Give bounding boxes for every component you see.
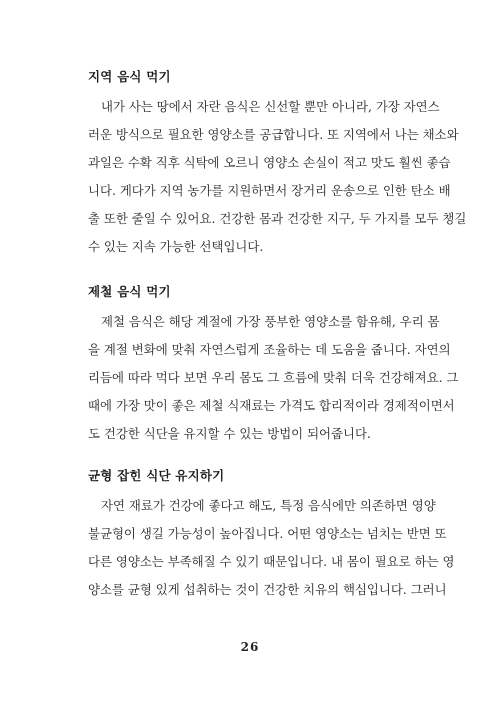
paragraph-line: 러운 방식으로 필요한 영양소를 공급합니다. 또 지역에서 나는 채소와 bbox=[88, 127, 459, 142]
paragraph-line: 양소를 균형 있게 섭취하는 것이 건강한 치유의 핵심입니다. 그러니 bbox=[88, 582, 447, 597]
paragraph-line: 과일은 수확 직후 식탁에 오르니 영양소 손실이 적고 맛도 훨씬 좋습 bbox=[88, 155, 451, 170]
section-heading: 지역 음식 먹기 bbox=[88, 69, 171, 84]
paragraph-line: 니다. 게다가 지역 농가를 지원하면서 장거리 운송으로 인한 탄소 배 bbox=[88, 183, 451, 198]
section-heading: 제철 음식 먹기 bbox=[88, 284, 171, 299]
paragraph-line: 리듬에 따라 먹다 보면 우리 몸도 그 흐름에 맞춰 더욱 건강해져요. 그 bbox=[88, 370, 459, 385]
paragraph-line: 때에 가장 맛이 좋은 제철 식재료는 가격도 합리적이라 경제적이면서 bbox=[88, 398, 455, 413]
paragraph-line: 출 또한 줄일 수 있어요. 건강한 몸과 건강한 지구, 두 가지를 모두 챙길 bbox=[88, 211, 467, 226]
section-balanced-diet bbox=[88, 466, 455, 604]
paragraph-line: 불균형이 생길 가능성이 높아집니다. 어떤 영양소는 넘치는 반면 또 bbox=[88, 526, 447, 541]
paragraph-line: 을 계절 변화에 맞춰 자연스럽게 조율하는 데 도움을 줍니다. 자연의 bbox=[88, 342, 451, 357]
paragraph-line: 자연 재료가 건강에 좋다고 해도, 특정 음식에만 의존하면 영양 bbox=[101, 498, 436, 513]
paragraph-line: 수 있는 지속 가능한 선택입니다. bbox=[88, 239, 264, 254]
paragraph-line: 도 건강한 식단을 유지할 수 있는 방법이 되어줍니다. bbox=[88, 426, 371, 441]
section-seasonal-food bbox=[88, 282, 459, 448]
page-number: 26 bbox=[240, 640, 260, 654]
section-heading: 균형 잡힌 식단 유지하기 bbox=[88, 468, 225, 483]
section-local-food bbox=[88, 67, 467, 261]
paragraph-line: 다른 영양소는 부족해질 수 있기 때문입니다. 내 몸이 필요로 하는 영 bbox=[88, 554, 455, 569]
paragraph-line: 제철 음식은 해당 계절에 가장 풍부한 영양소를 함유해, 우리 몸 bbox=[101, 314, 440, 329]
paragraph-line: 내가 사는 땅에서 자란 음식은 신선할 뿐만 아니라, 가장 자연스 bbox=[101, 99, 440, 114]
